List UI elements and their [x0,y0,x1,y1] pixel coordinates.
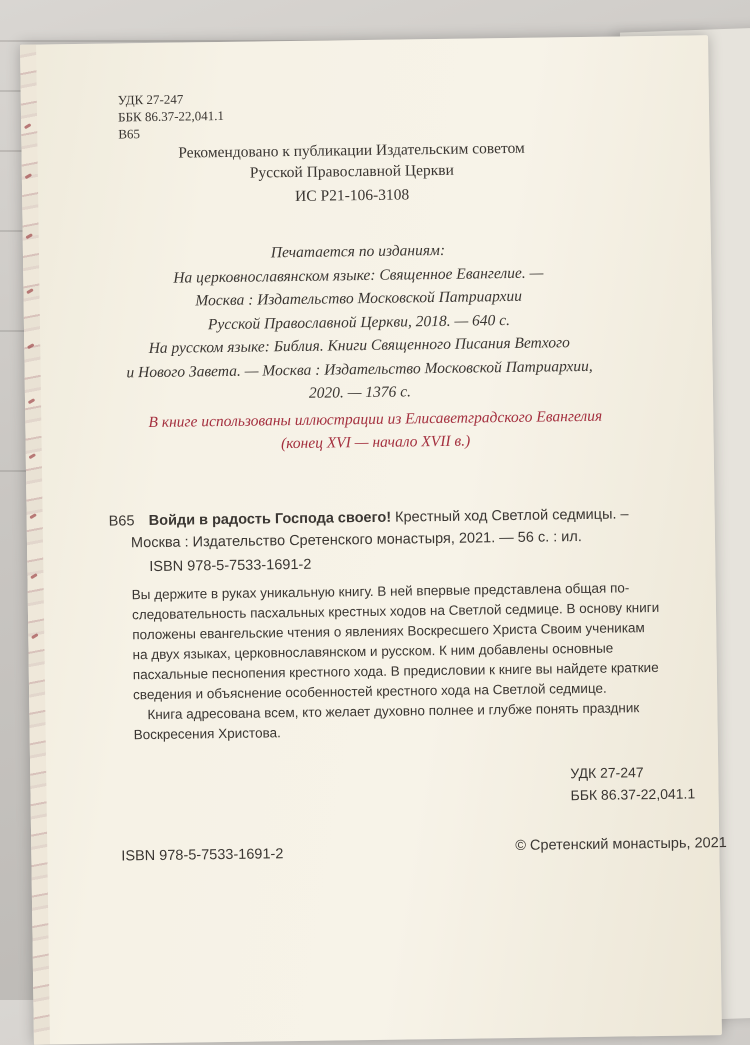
license-number: ИС Р21-106-3108 [294,186,410,205]
source-line: Москва : Издательство Московской Патриархии [195,287,523,310]
annotation-line: следовательность пасхальных крестных ходов на Светлой седмице. В основу книги [131,599,660,623]
source-line: и Нового Завета. — Москва : Издательство Московской Патриархии, [126,357,593,381]
udk-code-bottom: УДК 27-247 [570,764,644,782]
source-line: На церковнославянском языке: Священное Евангелие. — [173,264,544,287]
footer-isbn: ISBN 978-5-7533-1691-2 [121,846,284,865]
source-line: На русском языке: Библия. Книги Священного Писания Ветхого [148,334,570,358]
annotation-line: Воскресения Христова. [133,725,281,743]
illustrations-note [110,404,641,457]
bib-imprint: Москва : Издательство Сретенского монастыря, 2021. — 56 с. : ил. [130,529,582,552]
annotation-line: Книга адресована всем, кто желает духовно полнее и глубже понять праздник [147,700,640,723]
annotation-line: Вы держите в руках уникальную книгу. В ней впервые представлена общая по- [131,580,630,603]
bbk-code: ББК 86.37-22,041.1 [117,107,225,125]
bib-mark: В65 [108,513,135,530]
sources-heading: Печатается по изданиям: [270,241,446,262]
copyright-notice: © Сретенский монастырь, 2021 [515,835,727,854]
bib-title-bold: Войди в радость Господа своего! [148,509,392,530]
source-editions [108,237,610,408]
bbk-code-bottom: ББК 86.37-22,041.1 [570,785,696,804]
author-mark: В65 [118,126,141,142]
page-binding-edge [20,45,50,1045]
annotation-line: пасхальные песнопения крестного хода. В предисловии к книге вы найдете краткие [132,659,659,683]
udk-code: УДК 27-247 [117,91,184,108]
source-line: Русской Православной Церкви, 2018. — 640 с. [207,311,511,333]
annotation-line: положены евангельские чтения о явлениях Воскресшего Христа Своим ученикам [132,620,645,643]
bib-title-rest: Крестный ход Светлой седмицы. – [390,506,629,526]
recommendation-line-2: Русской Православной Церкви [249,161,454,182]
bib-isbn: ISBN 978-5-7533-1691-2 [149,556,312,576]
book-page [20,35,727,1045]
recommendation-line-1: Рекомендовано к публикации Издательским советом [178,139,525,162]
annotation-line: сведения и объяснение особенностей крестного хода на Светлой седмице. [133,680,607,703]
source-line: 2020. — 1376 с. [308,383,412,402]
illustrations-note-line-2: (конец XVI — начало XVII в.) [280,432,471,453]
illustrations-note-line-1: В книге использованы иллюстрации из Елисаветградского Евангелия [148,407,603,432]
publication-recommendation [131,137,572,209]
annotation-line: на двух языках, церковнославянском и русском. К ним добавлены основные [132,640,614,663]
